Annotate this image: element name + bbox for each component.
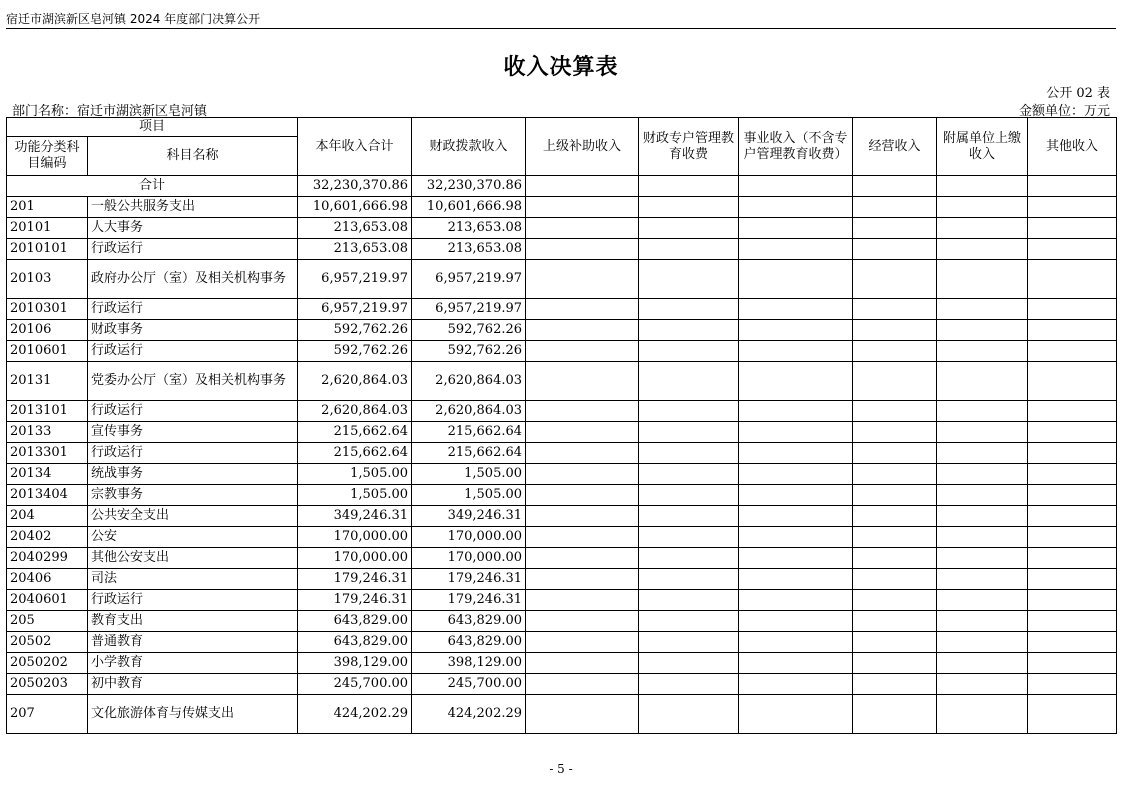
row-name: 宗教事务	[88, 485, 298, 506]
empty-cell	[937, 674, 1028, 695]
empty-cell	[739, 527, 853, 548]
row-name: 普通教育	[88, 632, 298, 653]
empty-cell	[853, 260, 937, 299]
empty-cell	[853, 422, 937, 443]
empty-cell	[1028, 299, 1117, 320]
row-code: 205	[7, 611, 88, 632]
row-fiscal: 6,957,219.97	[412, 260, 526, 299]
empty-cell	[937, 632, 1028, 653]
table-row	[7, 590, 1117, 611]
row-fiscal: 10,601,666.98	[412, 197, 526, 218]
row-total: 424,202.29	[298, 695, 412, 734]
header-business: 事业收入（不含专户管理教育收费）	[739, 118, 853, 176]
empty-cell	[937, 548, 1028, 569]
empty-cell	[937, 443, 1028, 464]
empty-cell	[937, 260, 1028, 299]
row-total: 10,601,666.98	[298, 197, 412, 218]
table-row	[7, 239, 1117, 260]
row-name: 行政运行	[88, 341, 298, 362]
row-name: 统战事务	[88, 464, 298, 485]
empty-cell	[739, 401, 853, 422]
empty-cell	[739, 197, 853, 218]
empty-cell	[639, 299, 739, 320]
row-name: 初中教育	[88, 674, 298, 695]
table-row	[7, 218, 1117, 239]
empty-cell	[853, 320, 937, 341]
empty-cell	[639, 653, 739, 674]
empty-cell	[937, 590, 1028, 611]
row-code: 2040299	[7, 548, 88, 569]
table-row	[7, 632, 1117, 653]
empty-cell	[1028, 590, 1117, 611]
empty-cell	[639, 401, 739, 422]
page-number: - 5 -	[549, 762, 573, 776]
table-code: 公开 02 表	[1046, 86, 1110, 101]
row-total: 213,653.08	[298, 239, 412, 260]
empty-cell	[526, 506, 639, 527]
empty-cell	[1028, 401, 1117, 422]
empty-cell	[526, 548, 639, 569]
row-code: 20402	[7, 527, 88, 548]
empty-cell	[639, 464, 739, 485]
row-code: 20131	[7, 362, 88, 401]
total-amount: 32,230,370.86	[298, 176, 412, 197]
table-row	[7, 299, 1117, 320]
row-total: 179,246.31	[298, 569, 412, 590]
row-name: 行政运行	[88, 239, 298, 260]
empty-cell	[526, 611, 639, 632]
row-fiscal: 6,957,219.97	[412, 299, 526, 320]
empty-cell	[639, 590, 739, 611]
empty-cell	[739, 632, 853, 653]
empty-cell	[853, 569, 937, 590]
row-name: 政府办公厅（室）及相关机构事务	[88, 260, 298, 299]
row-fiscal: 215,662.64	[412, 422, 526, 443]
row-fiscal: 643,829.00	[412, 611, 526, 632]
row-name: 公安	[88, 527, 298, 548]
header-edu-fee: 财政专户管理教育收费	[639, 118, 739, 176]
header-line: 宿迁市湖滨新区皂河镇 2024 年度部门决算公开	[6, 12, 261, 26]
empty-cell	[853, 443, 937, 464]
row-name: 文化旅游体育与传媒支出	[88, 695, 298, 734]
row-total: 643,829.00	[298, 611, 412, 632]
row-fiscal: 2,620,864.03	[412, 362, 526, 401]
empty-cell	[937, 197, 1028, 218]
row-total: 1,505.00	[298, 485, 412, 506]
row-total: 213,653.08	[298, 218, 412, 239]
empty-cell	[1028, 569, 1117, 590]
row-name: 宣传事务	[88, 422, 298, 443]
empty-cell	[639, 218, 739, 239]
row-name: 其他公安支出	[88, 548, 298, 569]
header-affiliated: 附属单位上缴收入	[937, 118, 1028, 176]
row-fiscal: 592,762.26	[412, 341, 526, 362]
table-row	[7, 320, 1117, 341]
empty-cell	[739, 239, 853, 260]
table-row	[7, 197, 1117, 218]
row-total: 592,762.26	[298, 341, 412, 362]
header-other: 其他收入	[1028, 118, 1117, 176]
row-name: 行政运行	[88, 299, 298, 320]
row-code: 2013404	[7, 485, 88, 506]
table-row	[7, 464, 1117, 485]
empty-cell	[853, 506, 937, 527]
row-total: 592,762.26	[298, 320, 412, 341]
empty-cell	[739, 653, 853, 674]
total-row	[7, 176, 1117, 197]
row-code: 2010101	[7, 239, 88, 260]
empty-cell	[853, 341, 937, 362]
row-code: 2050202	[7, 653, 88, 674]
empty-cell	[739, 422, 853, 443]
row-code: 2010301	[7, 299, 88, 320]
row-fiscal: 349,246.31	[412, 506, 526, 527]
row-total: 179,246.31	[298, 590, 412, 611]
row-code: 20406	[7, 569, 88, 590]
empty-cell	[639, 260, 739, 299]
empty-cell	[937, 653, 1028, 674]
empty-cell	[739, 485, 853, 506]
empty-cell	[937, 218, 1028, 239]
empty-cell	[526, 299, 639, 320]
row-fiscal: 213,653.08	[412, 239, 526, 260]
empty-cell	[937, 239, 1028, 260]
empty-cell	[739, 548, 853, 569]
row-total: 170,000.00	[298, 548, 412, 569]
page-title: 收入决算表	[503, 55, 619, 80]
row-name: 行政运行	[88, 401, 298, 422]
row-name: 公共安全支出	[88, 506, 298, 527]
empty-cell	[526, 569, 639, 590]
empty-cell	[639, 569, 739, 590]
empty-cell	[526, 422, 639, 443]
row-code: 2013101	[7, 401, 88, 422]
empty-cell	[1028, 611, 1117, 632]
empty-cell	[526, 695, 639, 734]
empty-cell	[639, 341, 739, 362]
empty-cell	[526, 443, 639, 464]
empty-cell	[1028, 422, 1117, 443]
empty-cell	[1028, 443, 1117, 464]
empty-cell	[853, 401, 937, 422]
row-code: 20103	[7, 260, 88, 299]
empty-cell	[937, 611, 1028, 632]
row-fiscal: 213,653.08	[412, 218, 526, 239]
table-row	[7, 401, 1117, 422]
empty-cell	[739, 674, 853, 695]
row-total: 2,620,864.03	[298, 401, 412, 422]
empty-cell	[1028, 197, 1117, 218]
empty-cell	[526, 485, 639, 506]
empty-cell	[739, 320, 853, 341]
empty-cell	[526, 260, 639, 299]
row-fiscal: 170,000.00	[412, 527, 526, 548]
empty-cell	[526, 527, 639, 548]
table-row	[7, 260, 1117, 299]
empty-cell	[739, 443, 853, 464]
empty-cell	[1028, 260, 1117, 299]
header-project: 项目	[7, 118, 298, 137]
table-row	[7, 674, 1117, 695]
empty-cell	[1028, 485, 1117, 506]
empty-cell	[1028, 653, 1117, 674]
table-row	[7, 443, 1117, 464]
row-total: 170,000.00	[298, 527, 412, 548]
row-total: 6,957,219.97	[298, 260, 412, 299]
row-total: 349,246.31	[298, 506, 412, 527]
empty-cell	[853, 527, 937, 548]
empty-cell	[937, 527, 1028, 548]
row-total: 2,620,864.03	[298, 362, 412, 401]
table-row	[7, 422, 1117, 443]
empty-cell	[1028, 320, 1117, 341]
empty-cell	[853, 548, 937, 569]
department-name: 部门名称：宿迁市湖滨新区皂河镇	[12, 104, 208, 119]
row-fiscal: 170,000.00	[412, 548, 526, 569]
empty-cell	[853, 218, 937, 239]
table-row	[7, 485, 1117, 506]
empty-cell	[937, 695, 1028, 734]
row-total: 643,829.00	[298, 632, 412, 653]
empty-cell	[639, 632, 739, 653]
row-total: 215,662.64	[298, 422, 412, 443]
empty-cell	[739, 569, 853, 590]
empty-cell	[526, 464, 639, 485]
empty-cell	[937, 485, 1028, 506]
empty-cell	[639, 320, 739, 341]
row-fiscal: 398,129.00	[412, 653, 526, 674]
row-fiscal: 215,662.64	[412, 443, 526, 464]
empty-cell	[1028, 218, 1117, 239]
empty-cell	[1028, 548, 1117, 569]
row-fiscal: 1,505.00	[412, 464, 526, 485]
empty-cell	[1028, 341, 1117, 362]
row-code: 201	[7, 197, 88, 218]
table-row	[7, 653, 1117, 674]
empty-cell	[526, 632, 639, 653]
empty-cell	[639, 611, 739, 632]
empty-cell	[853, 239, 937, 260]
row-total: 1,505.00	[298, 464, 412, 485]
empty-cell	[1028, 674, 1117, 695]
empty-cell	[937, 422, 1028, 443]
table-row	[7, 611, 1117, 632]
row-total: 245,700.00	[298, 674, 412, 695]
empty-cell	[526, 239, 639, 260]
empty-cell	[937, 299, 1028, 320]
empty-cell	[853, 653, 937, 674]
table-row	[7, 341, 1117, 362]
empty-cell	[739, 590, 853, 611]
empty-cell	[639, 239, 739, 260]
empty-cell	[639, 362, 739, 401]
header-superior: 上级补助收入	[526, 118, 639, 176]
row-code: 207	[7, 695, 88, 734]
empty-cell	[937, 569, 1028, 590]
empty-cell	[937, 320, 1028, 341]
empty-cell	[526, 320, 639, 341]
table-row	[7, 695, 1117, 734]
row-total: 398,129.00	[298, 653, 412, 674]
empty-cell	[853, 632, 937, 653]
empty-cell	[853, 299, 937, 320]
row-code: 20101	[7, 218, 88, 239]
empty-cell	[853, 695, 937, 734]
header-fiscal: 财政拨款收入	[412, 118, 526, 176]
empty-cell	[639, 695, 739, 734]
empty-cell	[526, 401, 639, 422]
row-name: 行政运行	[88, 590, 298, 611]
table-row	[7, 527, 1117, 548]
total-fiscal: 32,230,370.86	[412, 176, 526, 197]
row-code: 20133	[7, 422, 88, 443]
amount-unit: 金额单位：万元	[1018, 104, 1110, 119]
row-code: 20134	[7, 464, 88, 485]
row-name: 一般公共服务支出	[88, 197, 298, 218]
row-code: 20106	[7, 320, 88, 341]
row-code: 204	[7, 506, 88, 527]
empty-cell	[739, 611, 853, 632]
empty-cell	[853, 590, 937, 611]
empty-cell	[639, 422, 739, 443]
empty-cell	[1028, 239, 1117, 260]
table-row	[7, 362, 1117, 401]
empty-cell	[937, 506, 1028, 527]
row-name: 人大事务	[88, 218, 298, 239]
empty-cell	[739, 218, 853, 239]
table-row	[7, 506, 1117, 527]
row-code: 2010601	[7, 341, 88, 362]
empty-cell	[1028, 695, 1117, 734]
empty-cell	[639, 485, 739, 506]
row-total: 215,662.64	[298, 443, 412, 464]
row-fiscal: 179,246.31	[412, 590, 526, 611]
empty-cell	[526, 674, 639, 695]
empty-cell	[853, 464, 937, 485]
income-table	[6, 117, 1117, 734]
row-fiscal: 424,202.29	[412, 695, 526, 734]
header-name: 科目名称	[88, 137, 298, 176]
empty-cell	[739, 299, 853, 320]
row-name: 司法	[88, 569, 298, 590]
empty-cell	[526, 590, 639, 611]
empty-cell	[937, 341, 1028, 362]
total-label: 合计	[7, 176, 298, 197]
empty-cell	[639, 197, 739, 218]
empty-cell	[1028, 527, 1117, 548]
row-fiscal: 1,505.00	[412, 485, 526, 506]
empty-cell	[526, 341, 639, 362]
empty-cell	[853, 674, 937, 695]
empty-cell	[639, 506, 739, 527]
empty-cell	[937, 362, 1028, 401]
empty-cell	[1028, 362, 1117, 401]
empty-cell	[853, 485, 937, 506]
row-name: 行政运行	[88, 443, 298, 464]
row-code: 2050203	[7, 674, 88, 695]
empty-cell	[526, 362, 639, 401]
row-fiscal: 643,829.00	[412, 632, 526, 653]
row-name: 教育支出	[88, 611, 298, 632]
header-rule	[6, 28, 1116, 29]
row-code: 2040601	[7, 590, 88, 611]
header-total: 本年收入合计	[298, 118, 412, 176]
table-row	[7, 548, 1117, 569]
row-fiscal: 2,620,864.03	[412, 401, 526, 422]
empty-cell	[853, 362, 937, 401]
empty-cell	[639, 443, 739, 464]
empty-cell	[937, 401, 1028, 422]
empty-cell	[526, 197, 639, 218]
empty-cell	[739, 341, 853, 362]
empty-cell	[639, 548, 739, 569]
row-fiscal: 245,700.00	[412, 674, 526, 695]
row-name: 财政事务	[88, 320, 298, 341]
header-operating: 经营收入	[853, 118, 937, 176]
empty-cell	[853, 611, 937, 632]
empty-cell	[526, 218, 639, 239]
table-row	[7, 569, 1117, 590]
empty-cell	[1028, 464, 1117, 485]
empty-cell	[937, 464, 1028, 485]
empty-cell	[1028, 506, 1117, 527]
row-code: 20502	[7, 632, 88, 653]
empty-cell	[1028, 632, 1117, 653]
empty-cell	[739, 506, 853, 527]
empty-cell	[739, 260, 853, 299]
empty-cell	[639, 674, 739, 695]
row-total: 6,957,219.97	[298, 299, 412, 320]
empty-cell	[526, 653, 639, 674]
empty-cell	[739, 362, 853, 401]
row-code: 2013301	[7, 443, 88, 464]
row-fiscal: 592,762.26	[412, 320, 526, 341]
empty-cell	[739, 464, 853, 485]
empty-cell	[639, 527, 739, 548]
row-fiscal: 179,246.31	[412, 569, 526, 590]
empty-cell	[739, 695, 853, 734]
row-name: 党委办公厅（室）及相关机构事务	[88, 362, 298, 401]
empty-cell	[853, 197, 937, 218]
header-code: 功能分类科目编码	[7, 137, 88, 176]
row-name: 小学教育	[88, 653, 298, 674]
